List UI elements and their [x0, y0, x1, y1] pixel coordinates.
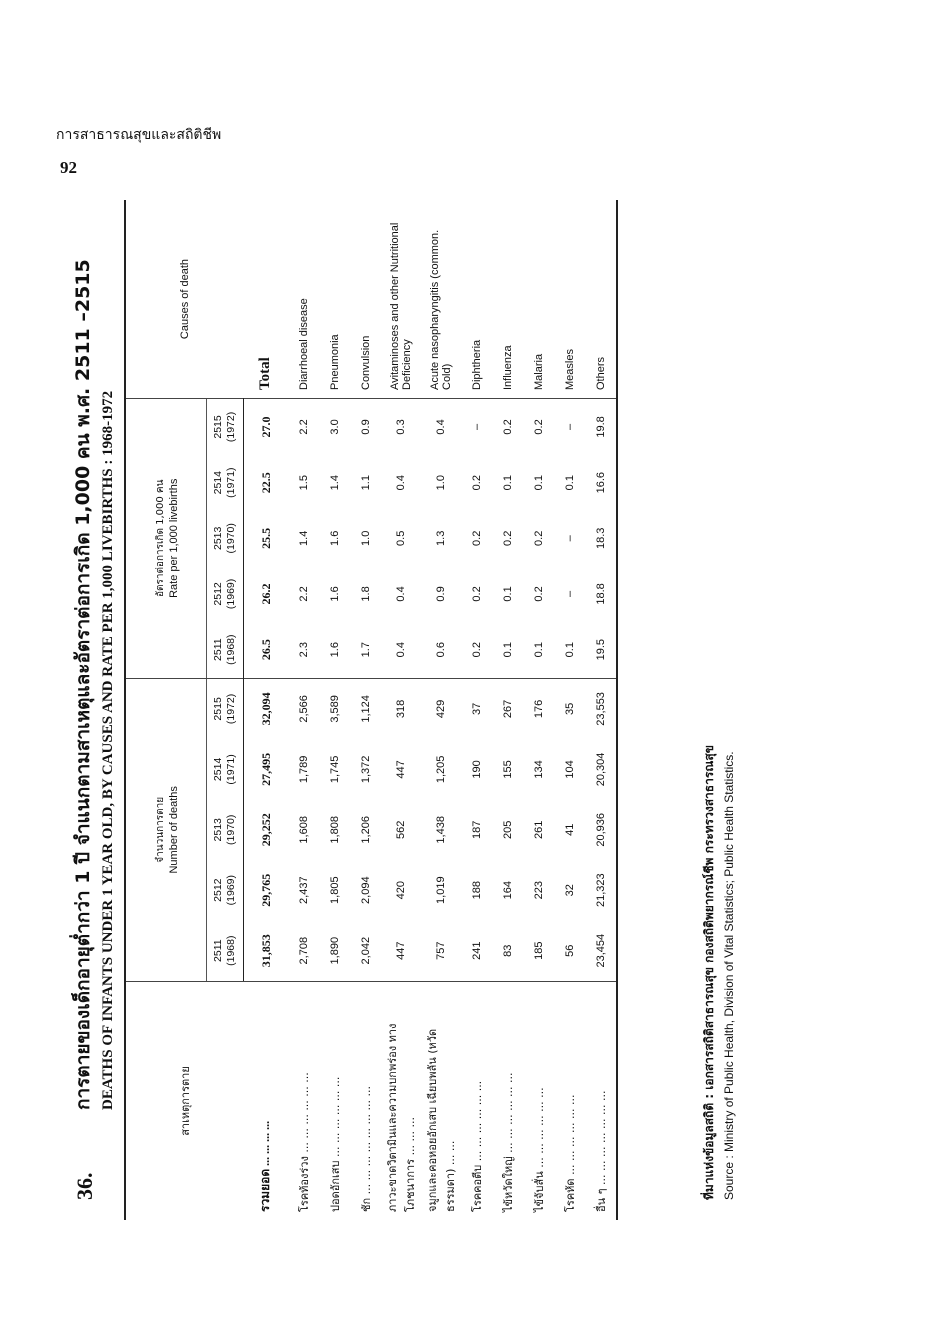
table-row-total [244, 200, 289, 1220]
rate-cell: 0.2 [532, 530, 545, 546]
rate-cell: 0.1 [532, 642, 545, 658]
rate-cell: 1.1 [359, 475, 372, 491]
deaths-cell: 35 [554, 678, 585, 739]
year-header-deaths-2 [207, 800, 244, 860]
cause-thai: ไข้จับสั่น ... ... ... ... ... ... [523, 982, 554, 1221]
rate-cell: 1.0 [435, 475, 447, 491]
deaths-cell: 1,745 [328, 755, 341, 784]
table-body [244, 200, 618, 1220]
deaths-cell: 1,124 [350, 678, 381, 739]
rate-cell: 0.4 [395, 475, 407, 491]
cause-english: Others [585, 200, 617, 399]
cause-english: Total [257, 357, 274, 390]
deaths-cell: 187 [470, 820, 483, 839]
rotated-table-page [60, 180, 760, 1260]
cause-thai: รวมยอด ... ... ... ... [244, 982, 289, 1221]
deaths-cell: 1,890 [328, 936, 341, 965]
deaths-cell: 1,206 [359, 816, 372, 844]
deaths-cell: 155 [501, 760, 514, 779]
rate-cell: 18.3 [585, 511, 617, 567]
deaths-cell: 3,589 [319, 678, 350, 739]
source-note-english: Source : Ministry of Public Health, Division of Vital Statistics; Public Health Statistics. [722, 751, 736, 1200]
group-header-rate [125, 399, 207, 679]
deaths-cell: 1,808 [328, 816, 341, 844]
cause-english: Measles [563, 349, 576, 390]
group-deaths-thai: จำนวนการตาย [154, 796, 166, 863]
source-note-thai: ที่มาแห่งข้อมูลสถิติ : เอกสารสถิติสาธารณสุข กองสถิติพยากรณ์ชีพ กระทรวงสาธารณสุข [702, 745, 716, 1200]
deaths-cell: 1,608 [297, 816, 310, 844]
rate-cell: 0.1 [563, 642, 576, 658]
group-deaths-english: Number of deaths [167, 786, 180, 874]
rate-cell: 0.1 [501, 586, 514, 602]
rate-cell: 0.4 [395, 642, 407, 658]
rate-cell: 1.8 [359, 586, 372, 602]
deaths-cell: 188 [470, 881, 483, 900]
year-be: 2512 [212, 878, 224, 902]
deaths-cell: 29,252 [258, 813, 273, 847]
year-ad: (1970) [225, 814, 237, 845]
rate-cell: – [461, 399, 492, 455]
deaths-cell: 190 [470, 760, 483, 779]
table-row [350, 200, 381, 1220]
year-ad: (1971) [225, 467, 237, 498]
cause-english: Acute nasopharyngitis (common. Cold) [429, 229, 453, 390]
cause-thai: โรคท้องร่วง ... ... ... ... ... ... [288, 982, 319, 1221]
deaths-cell: 241 [470, 941, 483, 960]
year-be: 2515 [212, 415, 224, 439]
deaths-cell: 185 [532, 941, 545, 960]
table-row [381, 200, 421, 1220]
column-header-cause-english: Causes of death [125, 200, 244, 399]
infant-deaths-table [124, 200, 618, 1220]
rate-cell: 1.4 [297, 530, 310, 546]
rate-cell: 1.6 [328, 642, 341, 658]
year-ad: (1968) [225, 935, 237, 966]
deaths-cell: 21,323 [585, 860, 617, 920]
rate-cell: 0.2 [532, 586, 545, 602]
table-row [554, 200, 585, 1220]
deaths-cell: 318 [381, 678, 421, 739]
column-header-cause-thai: สาเหตุการตาย [125, 982, 244, 1221]
year-ad: (1969) [225, 875, 237, 906]
table-title-thai: การตายของเด็กอายุต่ำกว่า 1 ปี จำแนกตามสาเหตุและอัตราต่อการเกิด 1,000 คน พ.ศ. 2511 –2515 [72, 259, 94, 1110]
deaths-cell: 83 [501, 944, 514, 957]
rate-cell: 0.2 [523, 399, 554, 455]
rate-cell: 18.8 [585, 566, 617, 622]
rate-cell: 0.1 [563, 475, 576, 491]
deaths-cell: 1,438 [435, 816, 447, 844]
year-ad: (1968) [225, 634, 237, 665]
year-header-rate-0 [207, 622, 244, 678]
rate-cell: 0.2 [470, 530, 483, 546]
deaths-cell: 56 [563, 944, 576, 957]
year-header-deaths-4 [207, 678, 244, 739]
deaths-cell: 429 [421, 678, 461, 739]
cause-thai: โรคคอตีบ ... ... ... ... ... ... [461, 982, 492, 1221]
deaths-cell: 41 [563, 823, 576, 836]
table-row [319, 200, 350, 1220]
rate-cell: 1.6 [328, 586, 341, 602]
deaths-cell: 757 [435, 941, 447, 960]
rate-cell: 0.2 [492, 399, 523, 455]
rate-cell: 1.5 [297, 475, 310, 491]
table-number: 36. [72, 1172, 97, 1200]
year-ad: (1970) [225, 523, 237, 554]
rate-cell: 1.7 [359, 642, 372, 658]
deaths-cell: 2,566 [288, 678, 319, 739]
deaths-cell: 205 [501, 820, 514, 839]
cause-english: Convulsion [359, 335, 372, 390]
table-row [421, 200, 461, 1220]
year-header-deaths-0 [207, 920, 244, 981]
deaths-cell: 1,789 [297, 755, 310, 784]
rate-cell: 3.0 [319, 399, 350, 455]
group-header-deaths [125, 678, 207, 981]
deaths-cell: 267 [492, 678, 523, 739]
rate-cell: 2.2 [288, 399, 319, 455]
deaths-cell: 176 [523, 678, 554, 739]
cause-thai: อื่น ๆ ... ... ... ... ... ... ... [585, 982, 617, 1221]
deaths-cell: 2,708 [297, 936, 310, 965]
year-be: 2512 [212, 582, 224, 606]
group-rate-thai: อัตราต่อการเกิด 1,000 คน [154, 479, 166, 598]
deaths-cell: 32 [563, 884, 576, 897]
year-ad: (1969) [225, 578, 237, 610]
cause-english: Avitaminoses and other Nutritional Deficiency [389, 222, 413, 390]
year-be: 2515 [212, 697, 224, 721]
year-be: 2513 [212, 818, 224, 842]
year-be: 2514 [212, 471, 224, 495]
year-ad: (1972) [225, 411, 237, 443]
rate-cell: 0.1 [501, 642, 514, 658]
table-row [288, 200, 319, 1220]
deaths-cell: 104 [563, 760, 576, 779]
rate-cell: 1.4 [328, 475, 341, 491]
deaths-cell: 134 [532, 760, 545, 779]
group-rate-english: Rate per 1,000 livebirths [167, 478, 180, 598]
deaths-cell: 20,304 [585, 739, 617, 799]
cause-thai: โรคหัด ... ... ... ... ... ... [554, 982, 585, 1221]
running-head: การสาธารณสุขและสถิติชีพ [56, 127, 222, 143]
cause-english: Diphtheria [470, 339, 483, 390]
year-header-rate-1 [207, 566, 244, 622]
rate-cell: 19.5 [585, 622, 617, 678]
cause-english: Pneumonia [328, 334, 341, 390]
page-number: 92 [60, 158, 77, 177]
rate-cell: – [554, 399, 585, 455]
table-row [585, 200, 617, 1220]
year-be: 2513 [212, 526, 224, 550]
year-ad: (1972) [225, 693, 237, 725]
table-row [461, 200, 492, 1220]
rate-cell: 27.0 [244, 399, 289, 455]
deaths-cell: 37 [461, 678, 492, 739]
year-header-rate-2 [207, 511, 244, 567]
table-row [523, 200, 554, 1220]
rate-cell: 1.3 [435, 530, 447, 546]
year-be: 2511 [212, 638, 224, 661]
rate-cell: 2.2 [297, 586, 310, 602]
table-row [492, 200, 523, 1220]
rate-cell: 22.5 [258, 472, 273, 494]
rate-cell: 1.6 [328, 530, 341, 546]
year-be: 2514 [212, 757, 224, 782]
rate-cell: 26.5 [258, 639, 273, 661]
rate-cell: – [563, 535, 576, 542]
rate-cell: 0.2 [501, 530, 514, 546]
rate-cell: 0.2 [470, 586, 483, 602]
deaths-cell: 23,454 [585, 920, 617, 981]
cause-thai: ชัก ... ... ... ... ... ... ... ... [350, 982, 381, 1221]
year-header-rate-3 [207, 455, 244, 511]
cause-thai: จมูกและคอหอยอักเสบ เฉียบพลัน (หวัดธรรมดา) ... ... [421, 982, 461, 1221]
rate-cell: 0.9 [350, 399, 381, 455]
rate-cell: 0.1 [501, 475, 514, 491]
year-be: 2511 [212, 939, 224, 962]
year-header-deaths-3 [207, 739, 244, 799]
deaths-cell: 223 [532, 881, 545, 900]
deaths-cell: 2,437 [297, 876, 310, 904]
year-header-deaths-1 [207, 860, 244, 920]
table-title-english: DEATHS OF INFANTS UNDER 1 YEAR OLD, BY CAUSES AND RATE PER 1,000 LIVEBIRTHS : 1968-1972 [100, 390, 116, 1110]
deaths-cell: 23,553 [585, 678, 617, 739]
deaths-cell: 562 [395, 820, 407, 839]
cause-thai: ปอดอักเสบ ... ... ... ... ... ... [319, 982, 350, 1221]
deaths-cell: 447 [395, 941, 407, 960]
rate-cell: 0.9 [435, 586, 447, 602]
deaths-cell: 29,765 [258, 873, 273, 907]
rate-cell: 0.4 [421, 399, 461, 455]
rate-cell: – [563, 590, 576, 597]
deaths-cell: 1,805 [328, 876, 341, 904]
rate-cell: 16.6 [585, 455, 617, 511]
rate-cell: 0.5 [395, 530, 407, 546]
cause-thai: ไข้หวัดใหญ่ ... ... ... ... ... ... [492, 982, 523, 1221]
rate-cell: 0.3 [381, 399, 421, 455]
rate-cell: 25.5 [258, 527, 273, 549]
rate-cell: 0.1 [532, 475, 545, 491]
cause-english: Diarrhoeal disease [297, 298, 310, 390]
deaths-cell: 2,094 [359, 876, 372, 904]
deaths-cell: 164 [501, 881, 514, 900]
cause-thai: ภาวะขาดวิตามินและความบกพร่อง ทางโภชนาการ ... ... ... [381, 982, 421, 1221]
deaths-cell: 31,853 [258, 934, 273, 968]
deaths-cell: 20,936 [585, 800, 617, 860]
cause-english: Malaria [532, 353, 545, 390]
deaths-cell: 2,042 [359, 936, 372, 965]
cause-english: Influenza [501, 345, 514, 390]
deaths-cell: 1,372 [359, 755, 372, 784]
deaths-cell: 447 [395, 760, 407, 779]
rate-cell: 1.0 [359, 530, 372, 546]
year-ad: (1971) [225, 754, 237, 785]
deaths-cell: 261 [532, 820, 545, 839]
deaths-cell: 420 [395, 881, 407, 900]
deaths-cell: 1,019 [435, 876, 447, 904]
deaths-cell: 32,094 [244, 678, 289, 739]
rate-cell: 19.8 [585, 399, 617, 455]
rate-cell: 0.6 [435, 642, 447, 658]
rate-cell: 0.2 [470, 475, 483, 491]
rate-cell: 26.2 [258, 583, 273, 605]
rate-cell: 0.4 [395, 586, 407, 602]
deaths-cell: 1,205 [435, 755, 447, 784]
rate-cell: 2.3 [297, 642, 310, 658]
rate-cell: 0.2 [470, 642, 483, 658]
year-header-rate-4 [207, 399, 244, 455]
deaths-cell: 27,495 [258, 752, 273, 786]
